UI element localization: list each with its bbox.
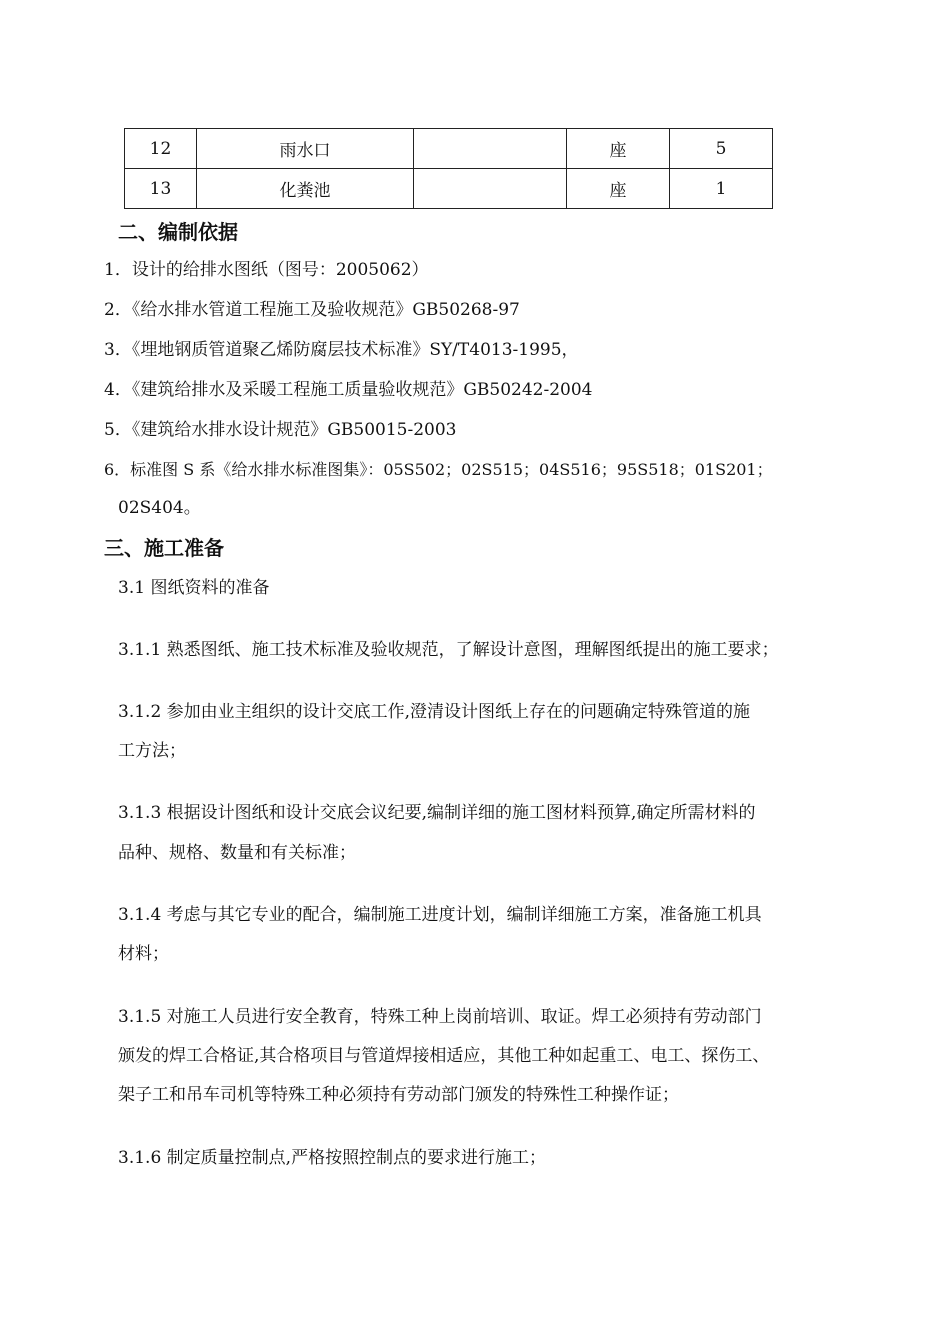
list-item: 2．《给水排水管道工程施工及验收规范》GB50268-97 <box>104 300 520 320</box>
list-item: 6．标准图 S 系《给水排水标准图集》：05S502；02S515；04S516；95S518；01S201； <box>104 460 773 479</box>
list-item: 5．《建筑给水排水设计规范》GB50015-2003 <box>104 420 457 440</box>
paragraph-line: 材料； <box>118 944 169 964</box>
paragraph-line: 3.1.5 对施工人员进行安全教育，特殊工种上岗前培训、取证。焊工必须持有劳动部门 <box>118 1007 762 1027</box>
materials-table <box>124 128 773 209</box>
table-cell <box>414 169 567 209</box>
table-cell: 座 <box>567 169 670 209</box>
paragraph-line: 3.1.3 根据设计图纸和设计交底会议纪要,编制详细的施工图材料预算,确定所需材料的 <box>118 803 756 823</box>
table-cell: 5 <box>670 129 773 169</box>
list-item-continuation: 02S404。 <box>118 498 201 518</box>
table-cell: 12 <box>125 129 197 169</box>
section-heading: 三、施工准备 <box>104 536 224 560</box>
sub-heading: 3.1 图纸资料的准备 <box>118 578 270 598</box>
table-cell: 座 <box>567 129 670 169</box>
list-item: 1．设计的给排水图纸（图号：2005062） <box>104 260 429 280</box>
table-row <box>125 169 773 209</box>
paragraph-line: 3.1.4 考虑与其它专业的配合，编制施工进度计划，编制详细施工方案，准备施工机具 <box>118 905 762 925</box>
table-cell <box>414 129 567 169</box>
table-row <box>125 129 773 169</box>
table-cell: 1 <box>670 169 773 209</box>
list-item: 3．《埋地钢质管道聚乙烯防腐层技术标准》SY/T4013-1995， <box>104 340 579 360</box>
table-cell: 化粪池 <box>197 169 414 209</box>
paragraph-line: 3.1.2 参加由业主组织的设计交底工作,澄清设计图纸上存在的问题确定特殊管道的施 <box>118 702 751 722</box>
paragraph-line: 3.1.6 制定质量控制点,严格按照控制点的要求进行施工； <box>118 1148 547 1168</box>
table-cell: 13 <box>125 169 197 209</box>
paragraph-line: 品种、规格、数量和有关标准； <box>118 843 356 863</box>
paragraph-line: 工方法； <box>118 741 186 761</box>
table-cell: 雨水口 <box>197 129 414 169</box>
paragraph-line: 3.1.1 熟悉图纸、施工技术标准及验收规范，了解设计意图，理解图纸提出的施工要求； <box>118 640 779 660</box>
paragraph-line: 颁发的焊工合格证,其合格项目与管道焊接相适应，其他工种如起重工、电工、探伤工、 <box>118 1046 770 1066</box>
paragraph-line: 架子工和吊车司机等特殊工种必须持有劳动部门颁发的特殊性工种操作证； <box>118 1085 679 1105</box>
list-item: 4．《建筑给排水及采暖工程施工质量验收规范》GB50242-2004 <box>104 380 593 400</box>
section-heading: 二、编制依据 <box>118 220 238 244</box>
